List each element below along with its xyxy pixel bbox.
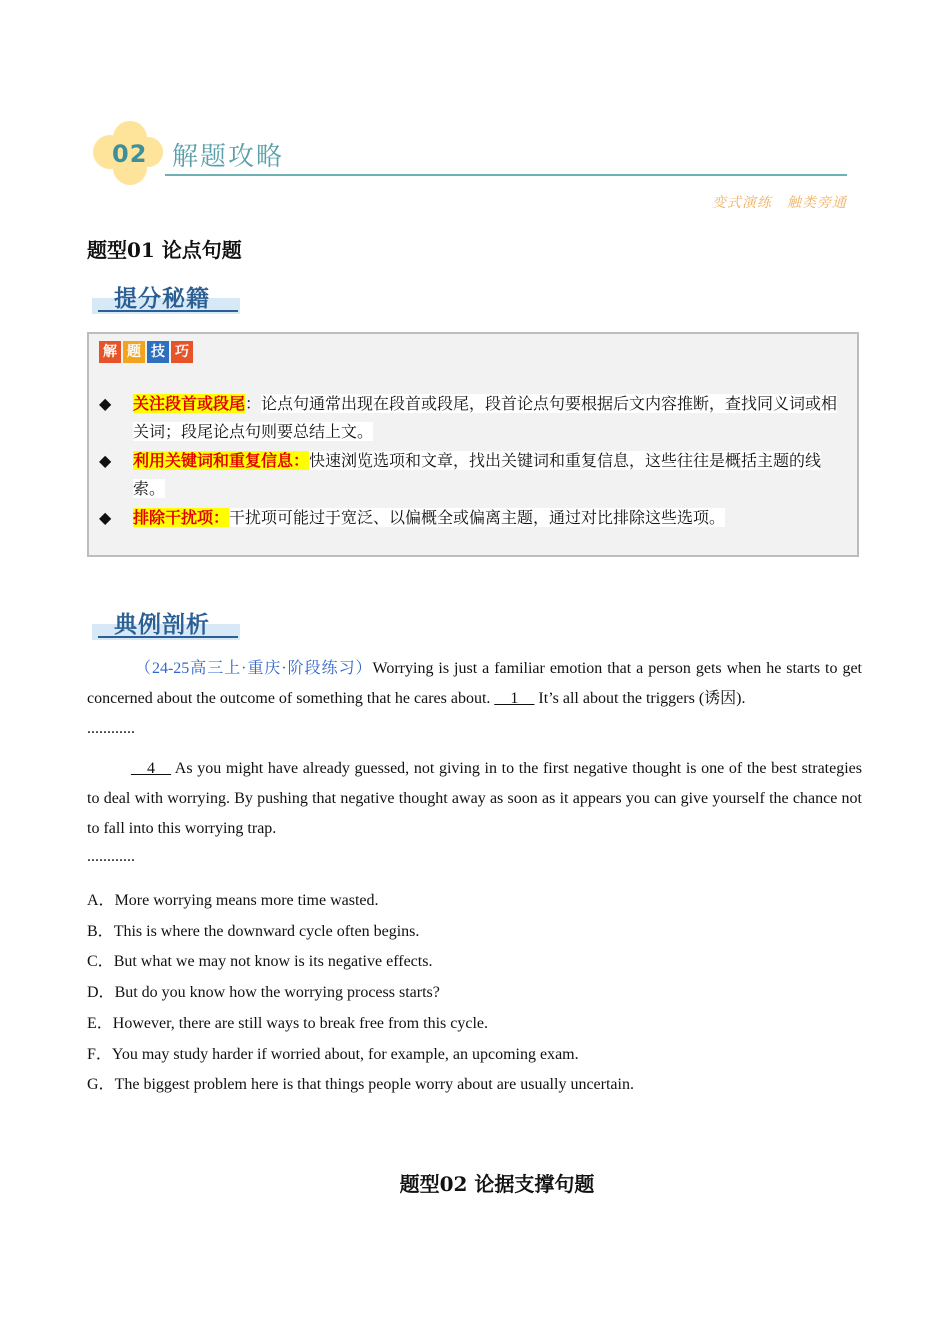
tip-item — [99, 447, 851, 503]
option-g: G．The biggest problem here is that things people worry about are usually uncertain. — [87, 1076, 634, 1093]
question-type-2-title: 题型02 论据支撑句题 — [399, 1172, 595, 1196]
section-title: 解题攻略 — [172, 142, 285, 172]
example-label-text: 典例剖析 — [114, 612, 210, 638]
diamond-bullet-icon: ◆ — [99, 508, 112, 527]
tips-badges — [99, 341, 193, 363]
section-subtitle: 变式演练 触类旁通 — [712, 195, 847, 211]
omission-dots: ............ — [87, 848, 135, 865]
tips-box — [87, 332, 859, 557]
option-a: A．More worrying means more time wasted. — [87, 892, 379, 909]
example-label — [92, 614, 242, 640]
tip-key: 排除干扰项： — [133, 508, 230, 527]
option-c: C．But what we may not know is its negative effects. — [87, 953, 433, 970]
question-type-1-title: 题型01 论点句题 — [87, 238, 242, 262]
blank-4: __4__ — [131, 760, 171, 777]
diamond-bullet-icon: ◆ — [99, 394, 112, 413]
option-b: B．This is where the downward cycle often begins. — [87, 923, 420, 940]
section-number: 02 — [112, 140, 148, 168]
example-source: （24-25高三上·重庆·阶段练习） — [135, 660, 373, 677]
tips-label-text: 提分秘籍 — [114, 286, 210, 312]
tip-text: 论点句通常出现在段首或段尾，段首论点句要根据后文内容推断，查找同义词或相关词；段尾论点句则要总结上文。 — [133, 394, 838, 441]
badge-jie: 解 — [99, 341, 121, 363]
diamond-bullet-icon: ◆ — [99, 451, 112, 470]
option-e: E．However, there are still ways to break free from this cycle. — [87, 1015, 488, 1032]
badge-ji: 技 — [147, 341, 169, 363]
tip-item: ◆ 关注段首或段尾：论点句通常出现在段首或段尾，段首论点句要根据后文内容推断，查找同义词或相关词；段尾论点句则要总结上文。 — [99, 390, 851, 446]
tip-item — [99, 504, 851, 532]
tip-text: 干扰项可能过于宽泛、以偏概全或偏离主题，通过对比排除这些选项。 — [229, 508, 726, 527]
tip-key: 利用关键词和重复信息： — [133, 451, 310, 470]
example-paragraph-2: __4__ As you might have already guessed, not giving in to the first negative thought is one of the best strategies to deal with worrying. By pushing that negative thought away as soon as it appears you can give yourself the chance not to fall into this worrying trap. — [87, 760, 863, 837]
omission-dots: ............ — [87, 720, 135, 737]
option-d: D．But do you know how the worrying process starts? — [87, 984, 440, 1001]
blank-1: __1__ — [494, 690, 535, 707]
badge-qiao: 巧 — [171, 341, 193, 363]
tip-text: 快速浏览选项和文章，找出关键词和重复信息，这些往往是概括主题的线索。 — [133, 451, 822, 498]
option-f: F．You may study harder if worried about, for example, an upcoming exam. — [87, 1046, 579, 1063]
tips-label — [92, 288, 242, 314]
section-divider — [165, 174, 847, 176]
tip-key: 关注段首或段尾 — [133, 394, 246, 413]
example-paragraph-1: （24-25高三上·重庆·阶段练习）Worrying is just a familiar emotion that a person gets when he starts to get concerned about the outcome of something that he cares about. __1__ It’s all about the triggers (诱因). — [87, 660, 863, 707]
badge-ti: 题 — [123, 341, 145, 363]
